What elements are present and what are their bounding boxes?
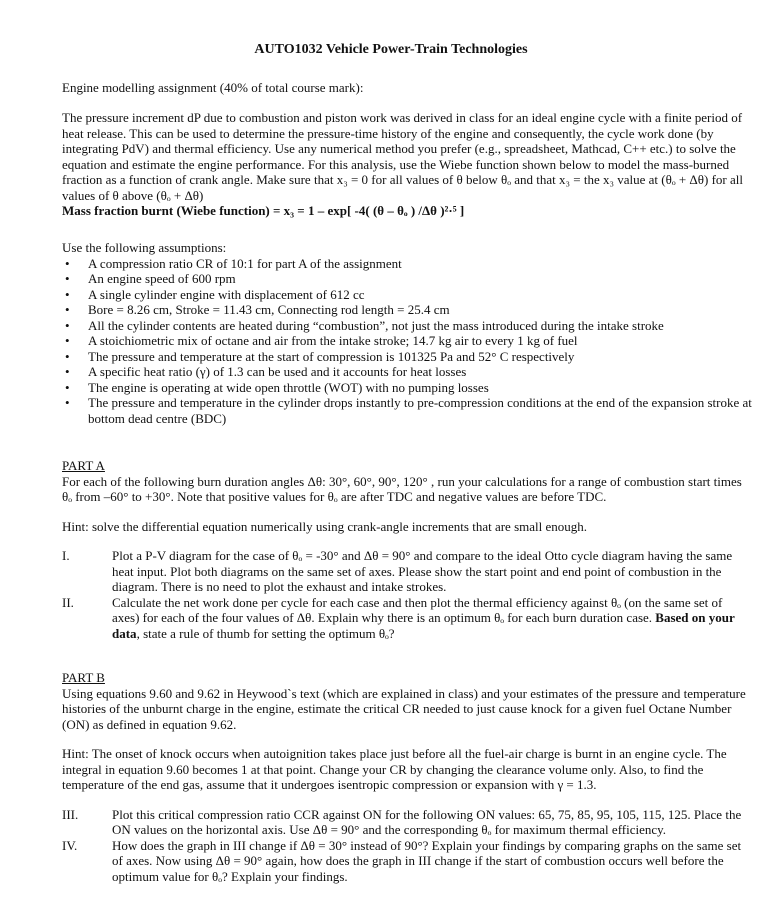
description-block	[62, 110, 752, 219]
assumption-text: A stoichiometric mix of octane and air from the intake stroke; 14.7 kg air to every 1 kg of fuel	[88, 333, 578, 348]
assumption-text: A single cylinder engine with displacement of 612 cc	[88, 286, 365, 302]
assumption-text: An engine speed of 600 rpm	[88, 271, 236, 286]
assumption-item	[62, 349, 752, 365]
assumption-text: The pressure and temperature in the cylinder drops instantly to pre-compression conditions at the end of the expansion stroke at bottom dead centre (BDC)	[88, 395, 752, 426]
assumption-item	[62, 380, 752, 396]
bullet-icon: •	[65, 271, 70, 286]
part-b-section	[62, 670, 752, 884]
part-b-heading: PART B	[62, 670, 105, 685]
part-a-item-1	[62, 548, 752, 595]
assumption-item	[62, 302, 752, 318]
bullet-icon: •	[65, 255, 70, 271]
item-bold-text: Based on your data	[112, 610, 735, 641]
intro-line: Engine modelling assignment (40% of total course mark):	[62, 80, 364, 95]
item-text: Plot this critical compression ratio CCR against ON for the following ON values: 65, 75, 85, 95, 105, 115, 125. Place the ON values on the horizontal axis. Use Δθ = 90° and the corresponding θₒ for maximum thermal efficiency.	[112, 806, 742, 837]
assumptions-intro: Use the following assumptions:	[62, 240, 227, 255]
item-number: IV.	[62, 837, 78, 853]
bullet-icon: •	[65, 348, 70, 364]
assumption-text: All the cylinder contents are heated during “combustion”, not just the mass introduced during the intake stroke	[88, 317, 664, 333]
assumption-item	[62, 395, 752, 426]
part-a-item-2	[62, 595, 752, 642]
item-number: II.	[62, 594, 74, 610]
item-text: Plot a P-V diagram for the case of θₒ = -30° and Δθ = 90° and compare to the ideal Otto cycle diagram having the same heat input. Plot both diagrams on the same set of axes. Please show the start point and end point of combustion in the diagram. There is no need to plot the exhaust and intake strokes.	[112, 548, 733, 594]
item-text: Calculate the net work done per cycle for each case and then plot the thermal efficiency against θₒ (on the same set of axes) for each of the four values of Δθ. Explain why there is an optimum θₒ for each burn duration case.	[112, 594, 723, 625]
assumption-text: The engine is operating at wide open throttle (WOT) with no pumping losses	[88, 379, 489, 395]
part-a-heading: PART A	[62, 458, 105, 473]
item-tail-text: , state a rule of thumb for setting the optimum θₒ?	[136, 625, 395, 641]
bullet-icon: •	[65, 364, 70, 379]
assumptions-block	[62, 240, 752, 426]
wiebe-formula: Mass fraction burnt (Wiebe function) = x₃ = 1 – exp[ -4( (θ – θₒ ) /Δθ )²·⁵ ]	[62, 203, 465, 218]
bullet-icon: •	[65, 286, 70, 302]
document-title: AUTO1032 Vehicle Power-Train Technologies	[254, 42, 528, 57]
assumption-text: A compression ratio CR of 10:1 for part A of the assignment	[88, 255, 402, 271]
bullet-icon: •	[65, 302, 70, 317]
part-a-items	[62, 548, 752, 641]
assumption-item	[62, 333, 752, 349]
item-text: How does the graph in III change if Δθ = 30° instead of 90°? Explain your findings by comparing graphs on the same set of axes. Now using Δθ = 90° again, how does the graph in III change if the start of combustion occurs well before the optimum value for θₒ? Explain your findings.	[112, 837, 742, 884]
assumption-item	[62, 364, 752, 380]
part-b-text: Using equations 9.60 and 9.62 in Heywoodˋs text (which are explained in class) and your estimates of the pressure and temperature histories of the unburnt charge in the engine, estimate the critical CR needed to just cause knock for a given fuel Octane Number (ON) as defined in equation 9.62.	[62, 685, 746, 732]
assumption-item	[62, 271, 752, 287]
part-b-hint: Hint: The onset of knock occurs when autoignition takes place just before all the fuel-air charge is burnt in an engine cycle. The integral in equation 9.60 becomes 1 at that point. Change your CR by changing the clearance volume only. Also, to find the temperature of the end gas, assume that it undergoes isentropic compression or expansion with γ = 1.3.	[62, 746, 727, 792]
assumption-text: A specific heat ratio (γ) of 1.3 can be used and it accounts for heat losses	[88, 364, 467, 379]
assumption-text: The pressure and temperature at the start of compression is 101325 Pa and 52° C respectively	[88, 348, 575, 364]
description-text: The pressure increment dP due to combustion and piston work was derived in class for an ideal engine cycle with a finite period of heat release. This can be used to determine the pressure-time history of the engine and consequently, the cycle work done (by integrating PdV) and thermal efficiency. Use any numerical method you prefer (e.g., spreadsheet, Mathcad, C++ etc.) to solve the equation and estimate the engine performance. For this analysis, use the Wiebe function shown below to model the mass-burned fraction as a function of crank angle. Make sure that x₃ = 0 for all values of θ below θₒ and that x₃ = the x₃ value at (θₒ + Δθ) for all values of θ above (θₒ + Δθ)	[62, 110, 743, 203]
part-b-item-3	[62, 807, 752, 838]
item-number: III.	[62, 806, 79, 822]
assumption-item	[62, 256, 752, 272]
bullet-icon: •	[65, 317, 70, 333]
part-a-section	[62, 458, 752, 641]
bullet-icon: •	[65, 395, 70, 410]
bullet-icon: •	[65, 333, 70, 348]
part-b-item-4	[62, 838, 752, 885]
bullet-icon: •	[65, 379, 70, 395]
item-number: I.	[62, 548, 70, 563]
assumption-item	[62, 287, 752, 303]
assumption-item	[62, 318, 752, 334]
assumption-text: Bore = 8.26 cm, Stroke = 11.43 cm, Connecting rod length = 25.4 cm	[88, 302, 450, 317]
assumptions-list	[62, 256, 752, 427]
part-a-text: For each of the following burn duration angles Δθ: 30°, 60°, 90°, 120° , run your calculations for a range of combustion start times θₒ from –60° to +30°. Note that positive values for θₒ are after TDC and negative values are before TDC.	[62, 473, 742, 504]
part-a-hint: Hint: solve the differential equation numerically using crank-angle increments that are small enough.	[62, 518, 588, 534]
part-b-items	[62, 807, 752, 885]
